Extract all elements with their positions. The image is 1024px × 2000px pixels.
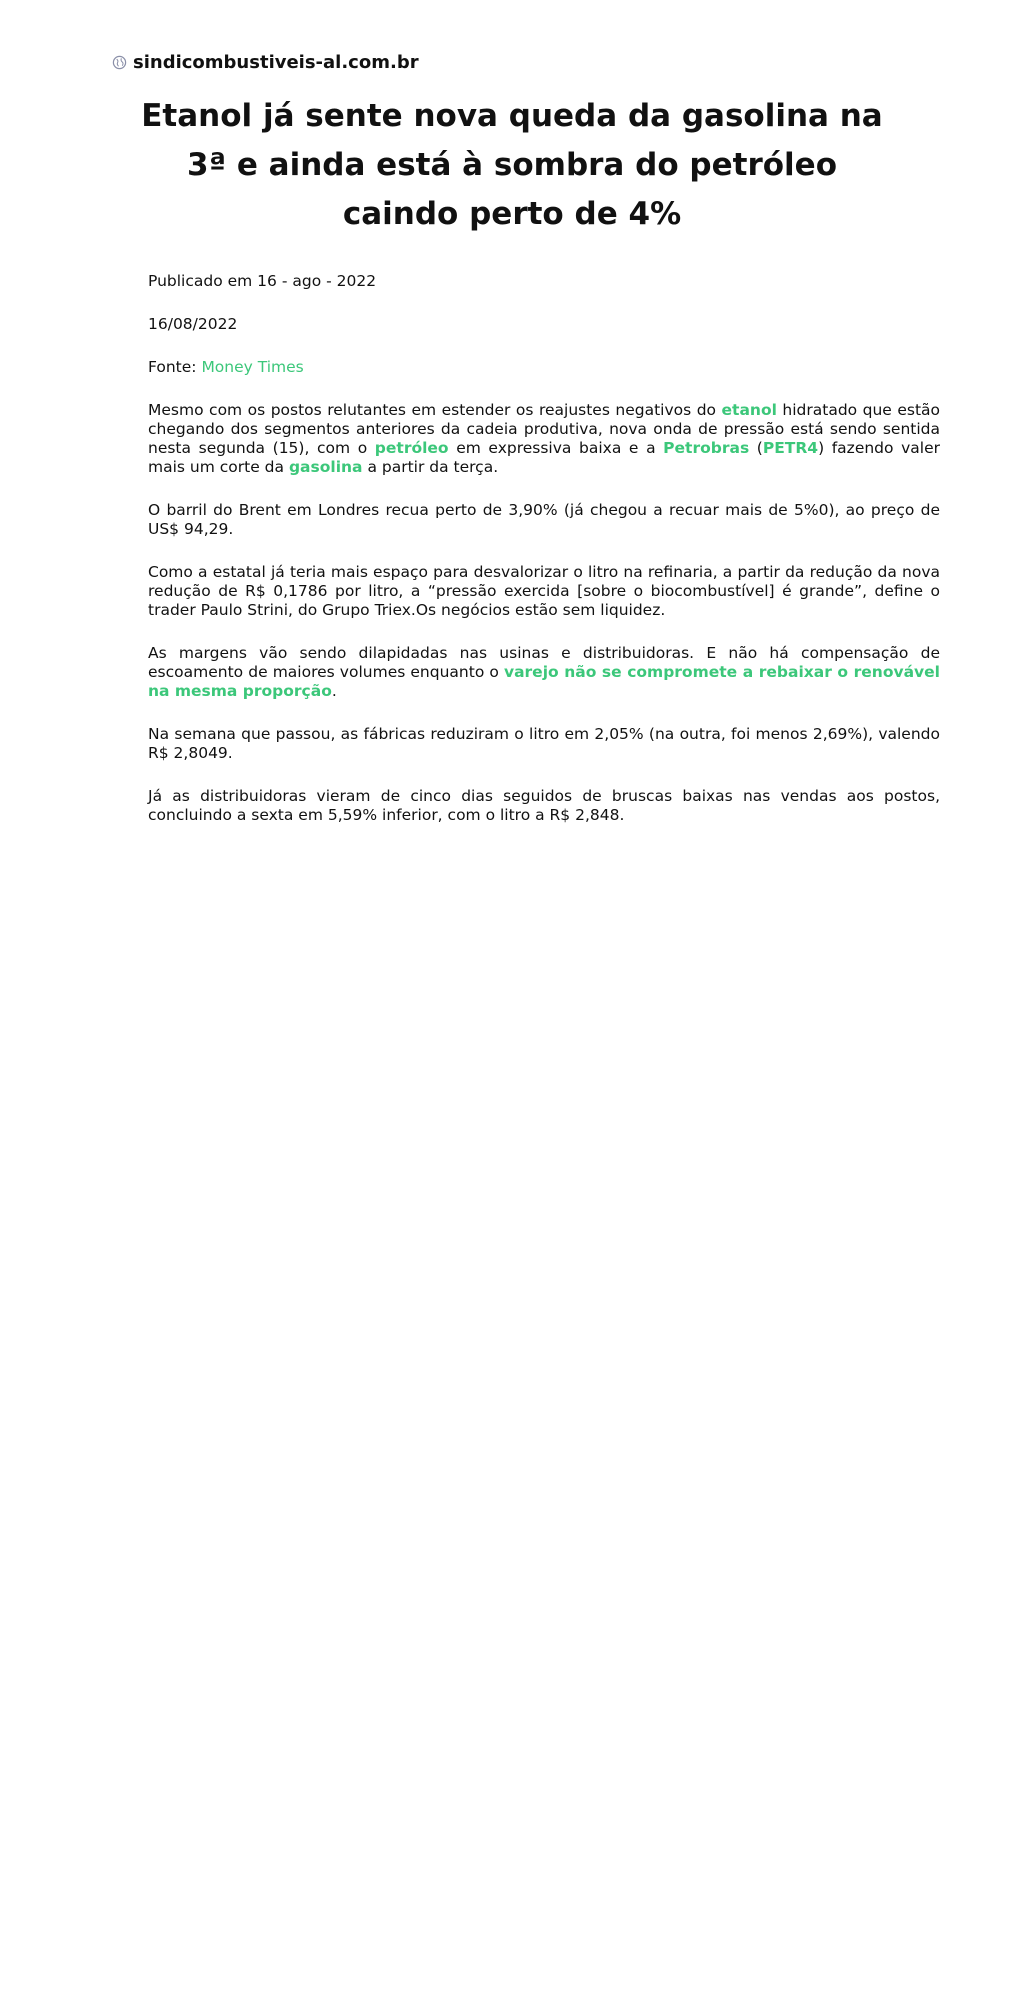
link-gasolina[interactable]: gasolina	[288, 458, 363, 476]
source-link[interactable]: Money Times	[201, 358, 304, 376]
source-line	[148, 358, 940, 377]
article-body	[148, 272, 940, 849]
paragraph-1-text: em expressiva baixa e a	[448, 439, 664, 457]
site-header	[112, 52, 419, 73]
link-petr4[interactable]: PETR4	[762, 439, 819, 457]
source-label: Fonte:	[148, 358, 202, 376]
paragraph-1-text: hidratado que estão chegando dos segmentos anteriores da cadeia produtiva, nova onda de pressão está sendo sentida nesta segunda (15), com o	[148, 401, 940, 457]
paragraph-4-text: .	[331, 682, 337, 700]
paragraph-1-text: a partir da terça.	[362, 458, 499, 476]
article-title: Etanol já sente nova queda da gasolina na 3ª e ainda está à sombra do petróleo caindo perto de 4%	[141, 98, 883, 232]
site-name[interactable]: sindicombustiveis-al.com.br	[133, 52, 419, 73]
published-line: Publicado em 16 - ago - 2022	[148, 272, 377, 290]
paragraph-5: Na semana que passou, as fábricas reduziram o litro em 2,05% (na outra, foi menos 2,69%), valendo R$ 2,8049.	[148, 725, 940, 762]
article-date: 16/08/2022	[148, 315, 238, 333]
paragraph-6: Já as distribuidoras vieram de cinco dias seguidos de bruscas baixas nas vendas aos postos, concluindo a sexta em 5,59% inferior, com o litro a R$ 2,848.	[148, 787, 940, 824]
paragraph-4-text: As margens vão sendo dilapidadas nas usinas e distribuidoras. E não há compensação de escoamento de maiores volumes enquanto o	[148, 644, 940, 681]
globe-icon	[112, 55, 127, 70]
paragraph-1-text: Mesmo com os postos relutantes em estender os reajustes negativos do	[148, 401, 722, 419]
link-varejo[interactable]: varejo não se compromete a rebaixar o renovável na mesma proporção	[148, 663, 940, 700]
paragraph-1	[148, 401, 940, 477]
paragraph-4	[148, 644, 940, 701]
paragraph-1-text: (	[749, 439, 763, 457]
link-petroleo[interactable]: petróleo	[374, 439, 449, 457]
paragraph-3: Como a estatal já teria mais espaço para desvalorizar o litro na refinaria, a partir da redução da nova redução de R$ 0,1786 por litro, a “pressão exercida [sobre o biocombustível] é grande”, define o trader Paulo Strini, do Grupo Triex.Os negócios estão sem liquidez.	[148, 563, 940, 619]
link-etanol[interactable]: etanol	[721, 401, 777, 419]
paragraph-1-text: ) fazendo valer mais um corte da	[148, 439, 940, 476]
paragraph-2: O barril do Brent em Londres recua perto de 3,90% (já chegou a recuar mais de 5%0), ao preço de US$ 94,29.	[148, 501, 940, 538]
link-petrobras[interactable]: Petrobras	[663, 439, 750, 457]
